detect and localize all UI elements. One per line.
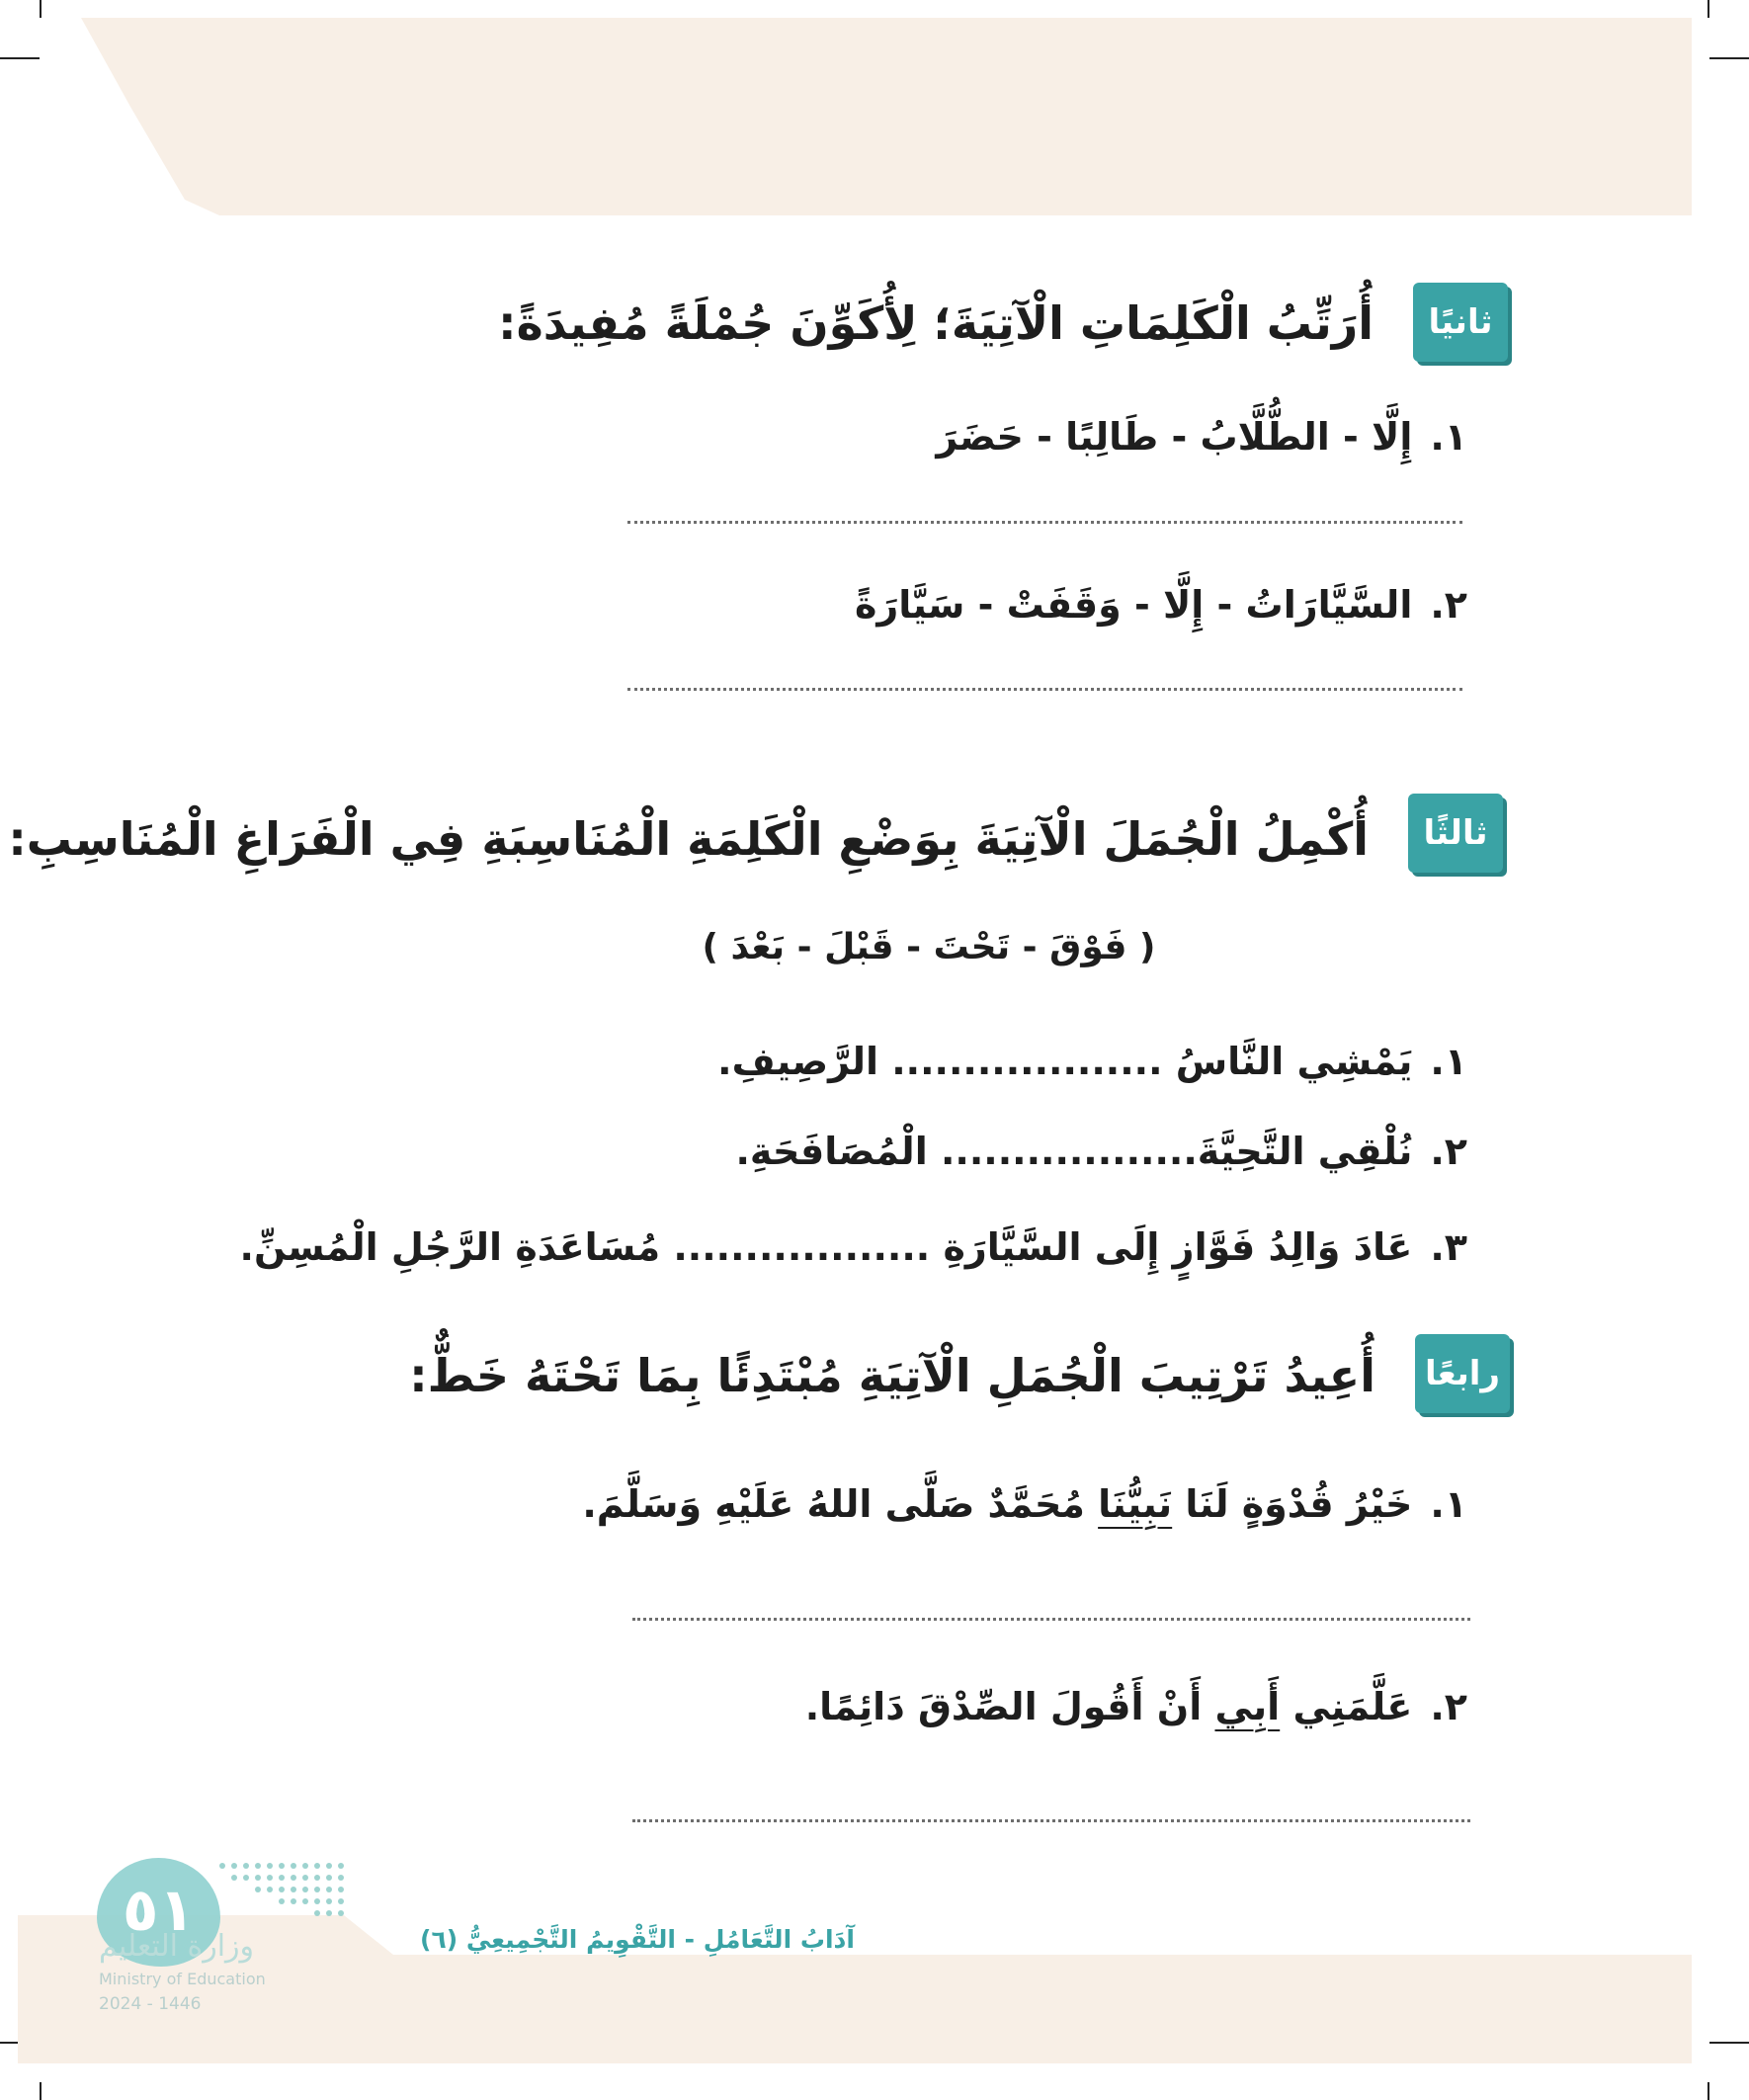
item-number: ٢. bbox=[1430, 1130, 1467, 1173]
section2-item-2 bbox=[855, 583, 1467, 627]
answer-line[interactable] bbox=[627, 688, 1462, 691]
item-number: ١. bbox=[1430, 415, 1467, 459]
underlined-word: نَبِيُّنَا bbox=[1098, 1482, 1173, 1526]
section4-item-1 bbox=[582, 1482, 1467, 1526]
item-before: عَادَ وَالِدُ فَوَّازٍ إِلَى السَّيَّارَةِ bbox=[943, 1225, 1413, 1269]
word-bank: ( فَوْقَ - تَحْتَ - قَبْلَ - بَعْدَ ) bbox=[702, 927, 1156, 967]
section3-item-1 bbox=[717, 1040, 1467, 1083]
crop-mark bbox=[1709, 57, 1749, 59]
item-post: أَنْ أَقُولَ الصِّدْقَ دَائِمًا. bbox=[804, 1685, 1203, 1728]
item-before: يَمْشِي النَّاسُ bbox=[1175, 1040, 1413, 1083]
item-number: ١. bbox=[1430, 1040, 1467, 1083]
section4-title: أُعِيدُ تَرْتِيبَ الْجُمَلِ الْآتِيَةِ مُبْتَدِئًا بِمَا تَحْتَهُ خَطٌّ: bbox=[409, 1349, 1375, 1402]
crop-mark bbox=[0, 57, 40, 59]
item-after: الْمُصَافَحَةِ. bbox=[735, 1130, 928, 1173]
item-number: ٢. bbox=[1430, 1685, 1467, 1728]
section3-badge: ثالثًا bbox=[1408, 794, 1503, 873]
page-number: ٥١ bbox=[122, 1876, 196, 1945]
section2-title: أُرَتِّبُ الْكَلِمَاتِ الْآتِيَةَ؛ لِأُكَوِّنَ جُمْلَةً مُفِيدَةً: bbox=[498, 296, 1374, 350]
item-before: نُلْقِي التَّحِيَّةَ bbox=[1197, 1130, 1413, 1173]
edition-year: 2024 - 1446 bbox=[99, 1994, 202, 2014]
crop-mark bbox=[1709, 2042, 1749, 2044]
ministry-logo-dots bbox=[183, 1860, 351, 1919]
ministry-name-en: Ministry of Education bbox=[99, 1970, 266, 1988]
section4-badge: رابعًا bbox=[1415, 1334, 1510, 1413]
crop-mark bbox=[40, 0, 42, 18]
item-text: إِلَّا - الطُّلَّابُ - طَالِبًا - حَضَرَ bbox=[936, 415, 1413, 459]
footer-breadcrumb: آدَابُ التَّعَامُلِ - التَّقْوِيمُ التَّجْمِيعِيُّ (٦) bbox=[420, 1925, 855, 1954]
item-number: ٣. bbox=[1430, 1225, 1467, 1269]
item-pre: عَلَّمَنِي bbox=[1292, 1685, 1413, 1728]
item-text: السَّيَّارَاتُ - إِلَّا - وَقَفَتْ - سَيَّارَةً bbox=[854, 583, 1413, 627]
blank[interactable]: .................. bbox=[940, 1130, 1198, 1173]
section3-item-2 bbox=[735, 1130, 1467, 1173]
underlined-word: أَبِي bbox=[1214, 1685, 1281, 1728]
section2-badge: ثانيًا bbox=[1413, 283, 1508, 362]
item-number: ٢. bbox=[1430, 583, 1467, 627]
ministry-name-ar: وزارة التعليم bbox=[99, 1929, 255, 1964]
answer-line[interactable] bbox=[632, 1618, 1470, 1621]
section3-item-3 bbox=[240, 1225, 1467, 1269]
section3-title: أُكْمِلُ الْجُمَلَ الْآتِيَةَ بِوَضْعِ الْكَلِمَةِ الْمُنَاسِبَةِ فِي الْفَرَاغِ الْمُنَاسِبِ: bbox=[8, 812, 1369, 866]
blank[interactable]: .................. bbox=[673, 1225, 931, 1269]
item-pre: خَيْرُ قُدْوَةٍ لَنَا bbox=[1185, 1482, 1413, 1526]
item-after: مُسَاعَدَةِ الرَّجُلِ الْمُسِنِّ. bbox=[239, 1225, 661, 1269]
section2-item-1 bbox=[936, 415, 1467, 459]
answer-line[interactable] bbox=[632, 1819, 1470, 1822]
item-post: مُحَمَّدٌ صَلَّى اللهُ عَلَيْهِ وَسَلَّمَ. bbox=[582, 1482, 1085, 1526]
crop-mark bbox=[1707, 0, 1709, 18]
header-band bbox=[22, 18, 1692, 215]
item-number: ١. bbox=[1430, 1482, 1467, 1526]
footer-band bbox=[18, 1915, 1692, 2063]
crop-mark bbox=[40, 2082, 42, 2100]
section4-item-2 bbox=[805, 1685, 1467, 1728]
blank[interactable]: ................... bbox=[891, 1040, 1163, 1083]
answer-line[interactable] bbox=[627, 521, 1462, 524]
item-after: الرَّصِيفِ. bbox=[717, 1040, 878, 1083]
crop-mark bbox=[1707, 2082, 1709, 2100]
